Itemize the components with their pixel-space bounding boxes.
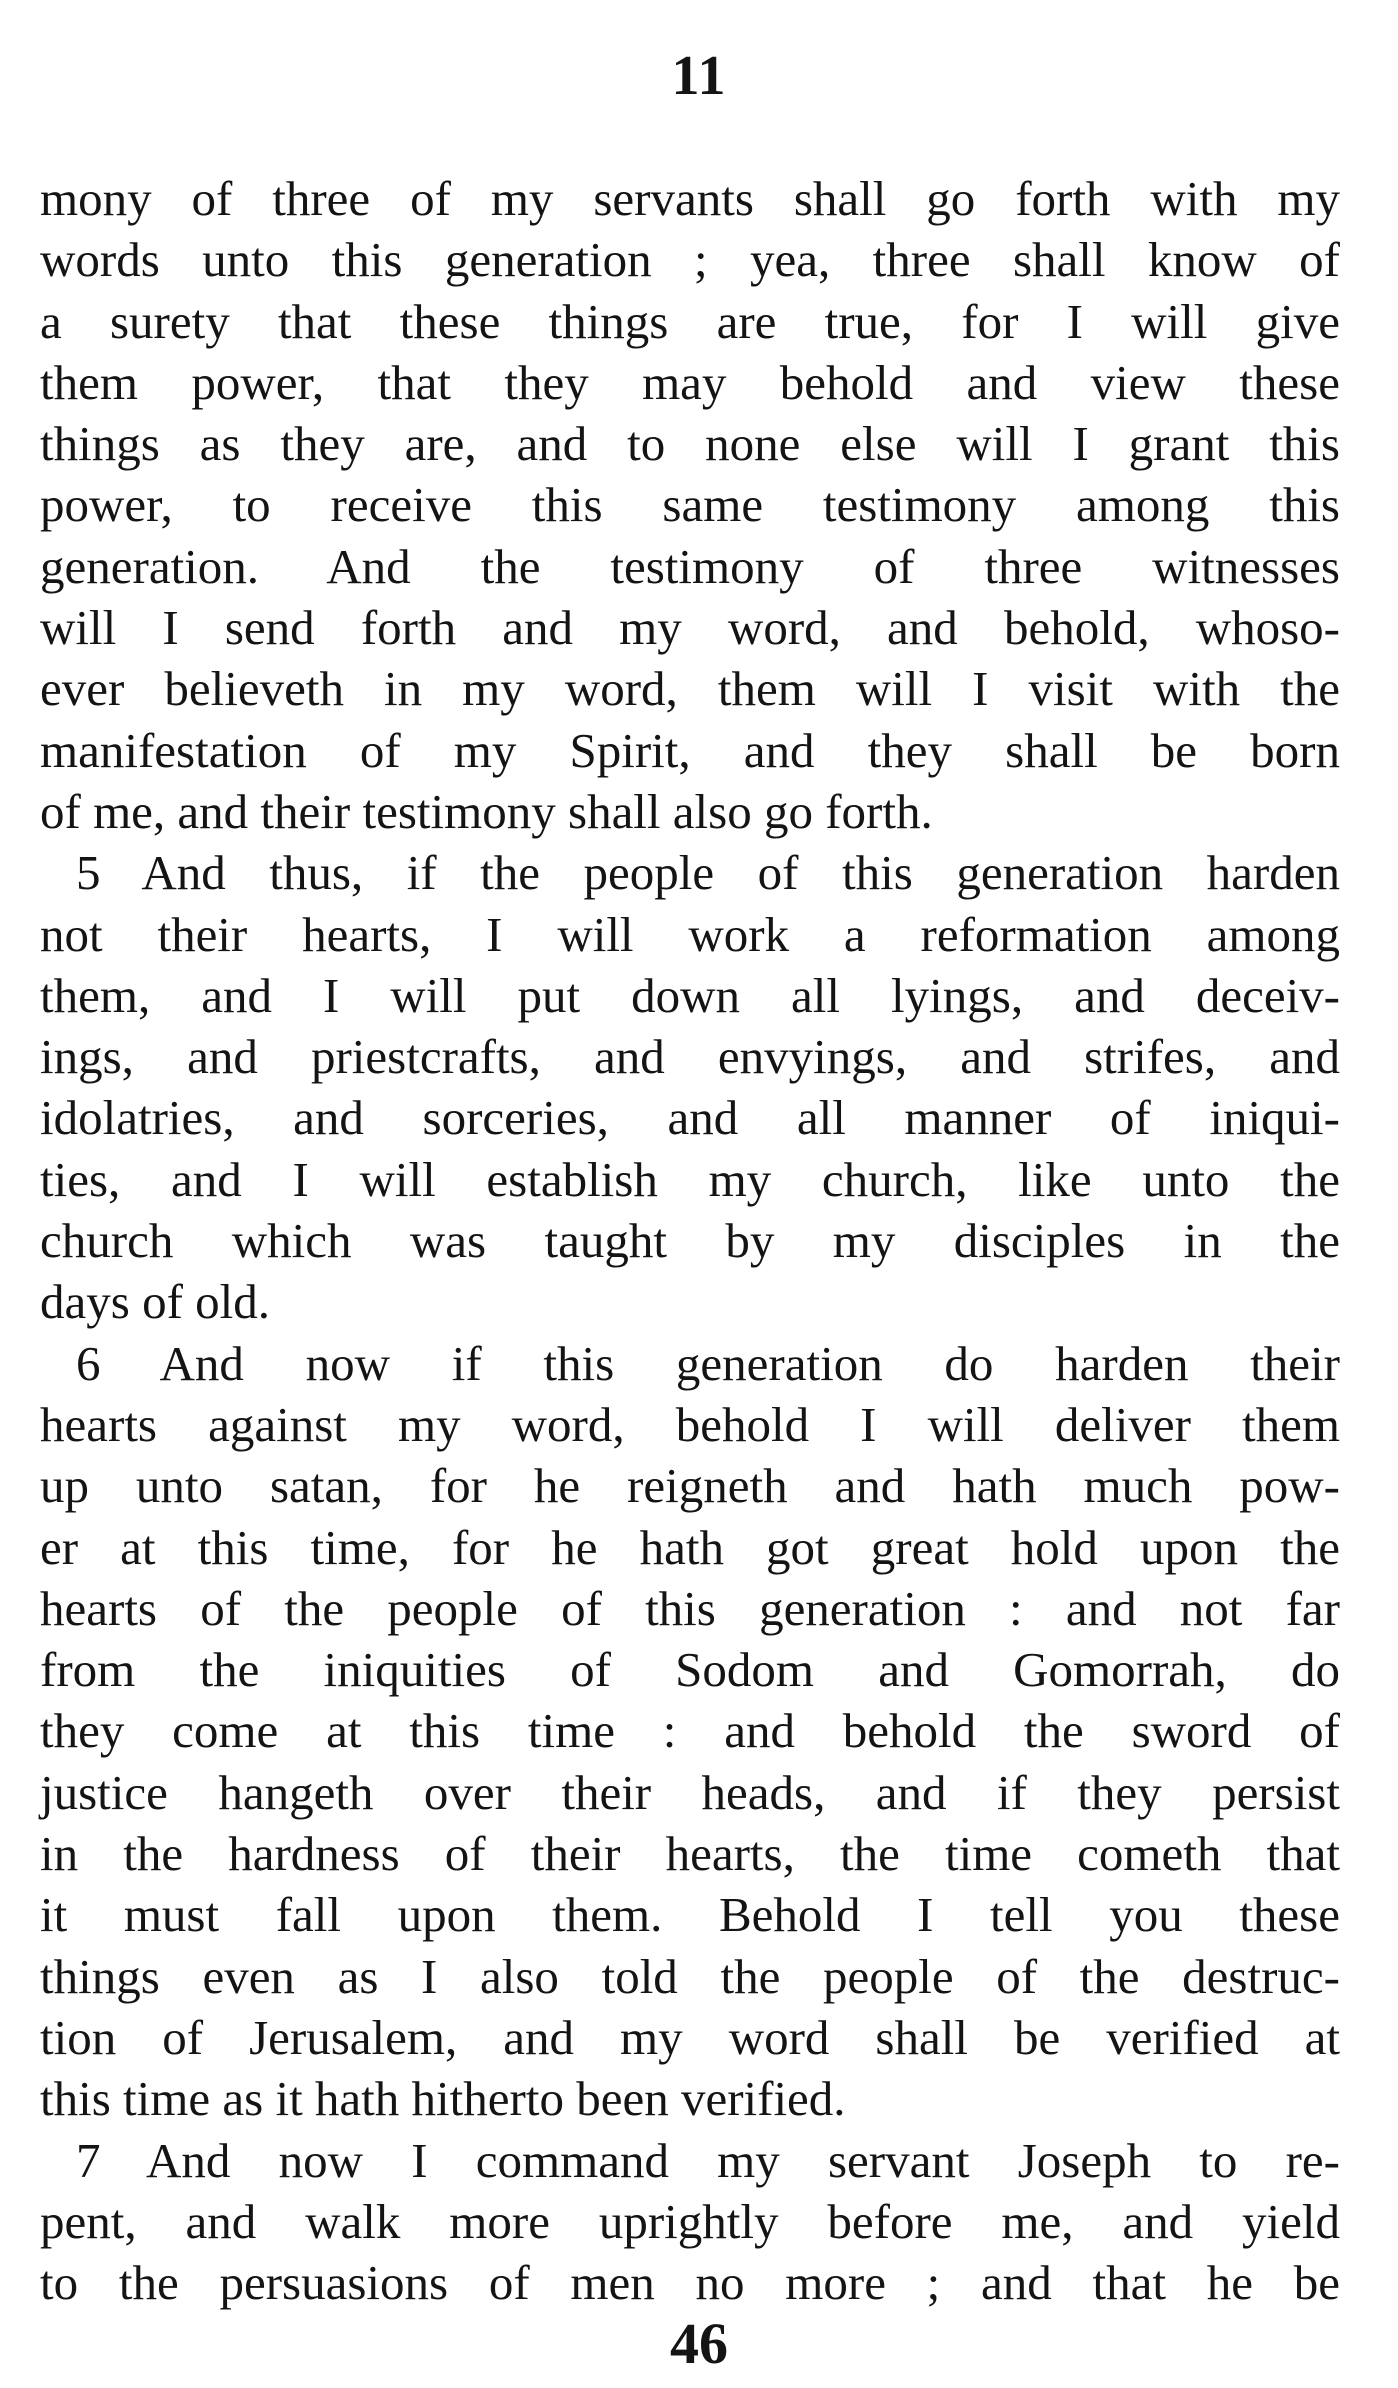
text-line: er at this time, for he hath got great hold upon the [40, 1519, 1340, 1575]
paragraph-verse-6 [40, 1333, 1340, 2130]
paragraph-continued [40, 168, 1340, 842]
text-line: a surety that these things are true, for I will give [40, 293, 1340, 349]
text-line: 5 And thus, if the people of this generation harden [76, 845, 1340, 901]
text-line: ever believeth in my word, them will I visit with the [40, 661, 1340, 717]
text-line: them, and I will put down all lyings, and deceiv- [40, 967, 1340, 1023]
text-line: 6 And now if this generation do harden their [76, 1335, 1340, 1391]
text-line: things as they are, and to none else will I grant this [40, 416, 1340, 472]
text-line: them power, that they may behold and view these [40, 354, 1340, 410]
paragraph-verse-7 [40, 2130, 1340, 2314]
text-line: in the hardness of their hearts, the time cometh that [40, 1826, 1340, 1882]
text-line: tion of Jerusalem, and my word shall be verified at [40, 2009, 1340, 2065]
text-line: up unto satan, for he reigneth and hath much pow- [40, 1458, 1340, 1514]
text-line: 7 And now I command my servant Joseph to re- [76, 2132, 1340, 2188]
text-line: manifestation of my Spirit, and they shall be born [40, 722, 1340, 778]
text-line: things even as I also told the people of the destruc- [40, 1948, 1340, 2004]
text-line: hearts against my word, behold I will deliver them [40, 1396, 1340, 1452]
text-line: hearts of the people of this generation : and not far [40, 1580, 1340, 1636]
text-line: will I send forth and my word, and behold, whoso- [40, 600, 1340, 656]
text-line: not their hearts, I will work a reformation among [40, 906, 1340, 962]
text-line: pent, and walk more uprightly before me, and yield [40, 2193, 1340, 2249]
text-line: ings, and priestcrafts, and envyings, and strifes, and [40, 1029, 1340, 1085]
text-line: idolatries, and sorceries, and all manner of iniqui- [40, 1090, 1340, 1146]
text-line: ties, and I will establish my church, like unto the [40, 1151, 1340, 1207]
text-line: from the iniquities of Sodom and Gomorrah, do [40, 1642, 1340, 1698]
signature-mark: 46 [670, 2311, 728, 2376]
paragraph-verse-5 [40, 842, 1340, 1332]
text-line: they come at this time : and behold the sword of [40, 1703, 1340, 1759]
text-line: mony of three of my servants shall go forth with my [40, 171, 1340, 226]
text-line: of me, and their testimony shall also go forth. [40, 783, 933, 839]
text-line: to the persuasions of men no more ; and that he be [40, 2255, 1340, 2311]
text-line: it must fall upon them. Behold I tell you these [40, 1887, 1340, 1943]
text-line: words unto this generation ; yea, three shall know of [40, 232, 1340, 288]
text-line: generation. And the testimony of three witnesses [40, 538, 1340, 594]
text-line: days of old. [40, 1274, 270, 1330]
page-number: 11 [671, 45, 727, 107]
page-body [40, 168, 1340, 2313]
text-line: this time as it hath hitherto been verified. [40, 2071, 846, 2127]
text-line: church which was taught by my disciples in the [40, 1213, 1340, 1269]
text-line: justice hangeth over their heads, and if they persist [40, 1764, 1340, 1820]
text-line: power, to receive this same testimony among this [40, 477, 1340, 533]
